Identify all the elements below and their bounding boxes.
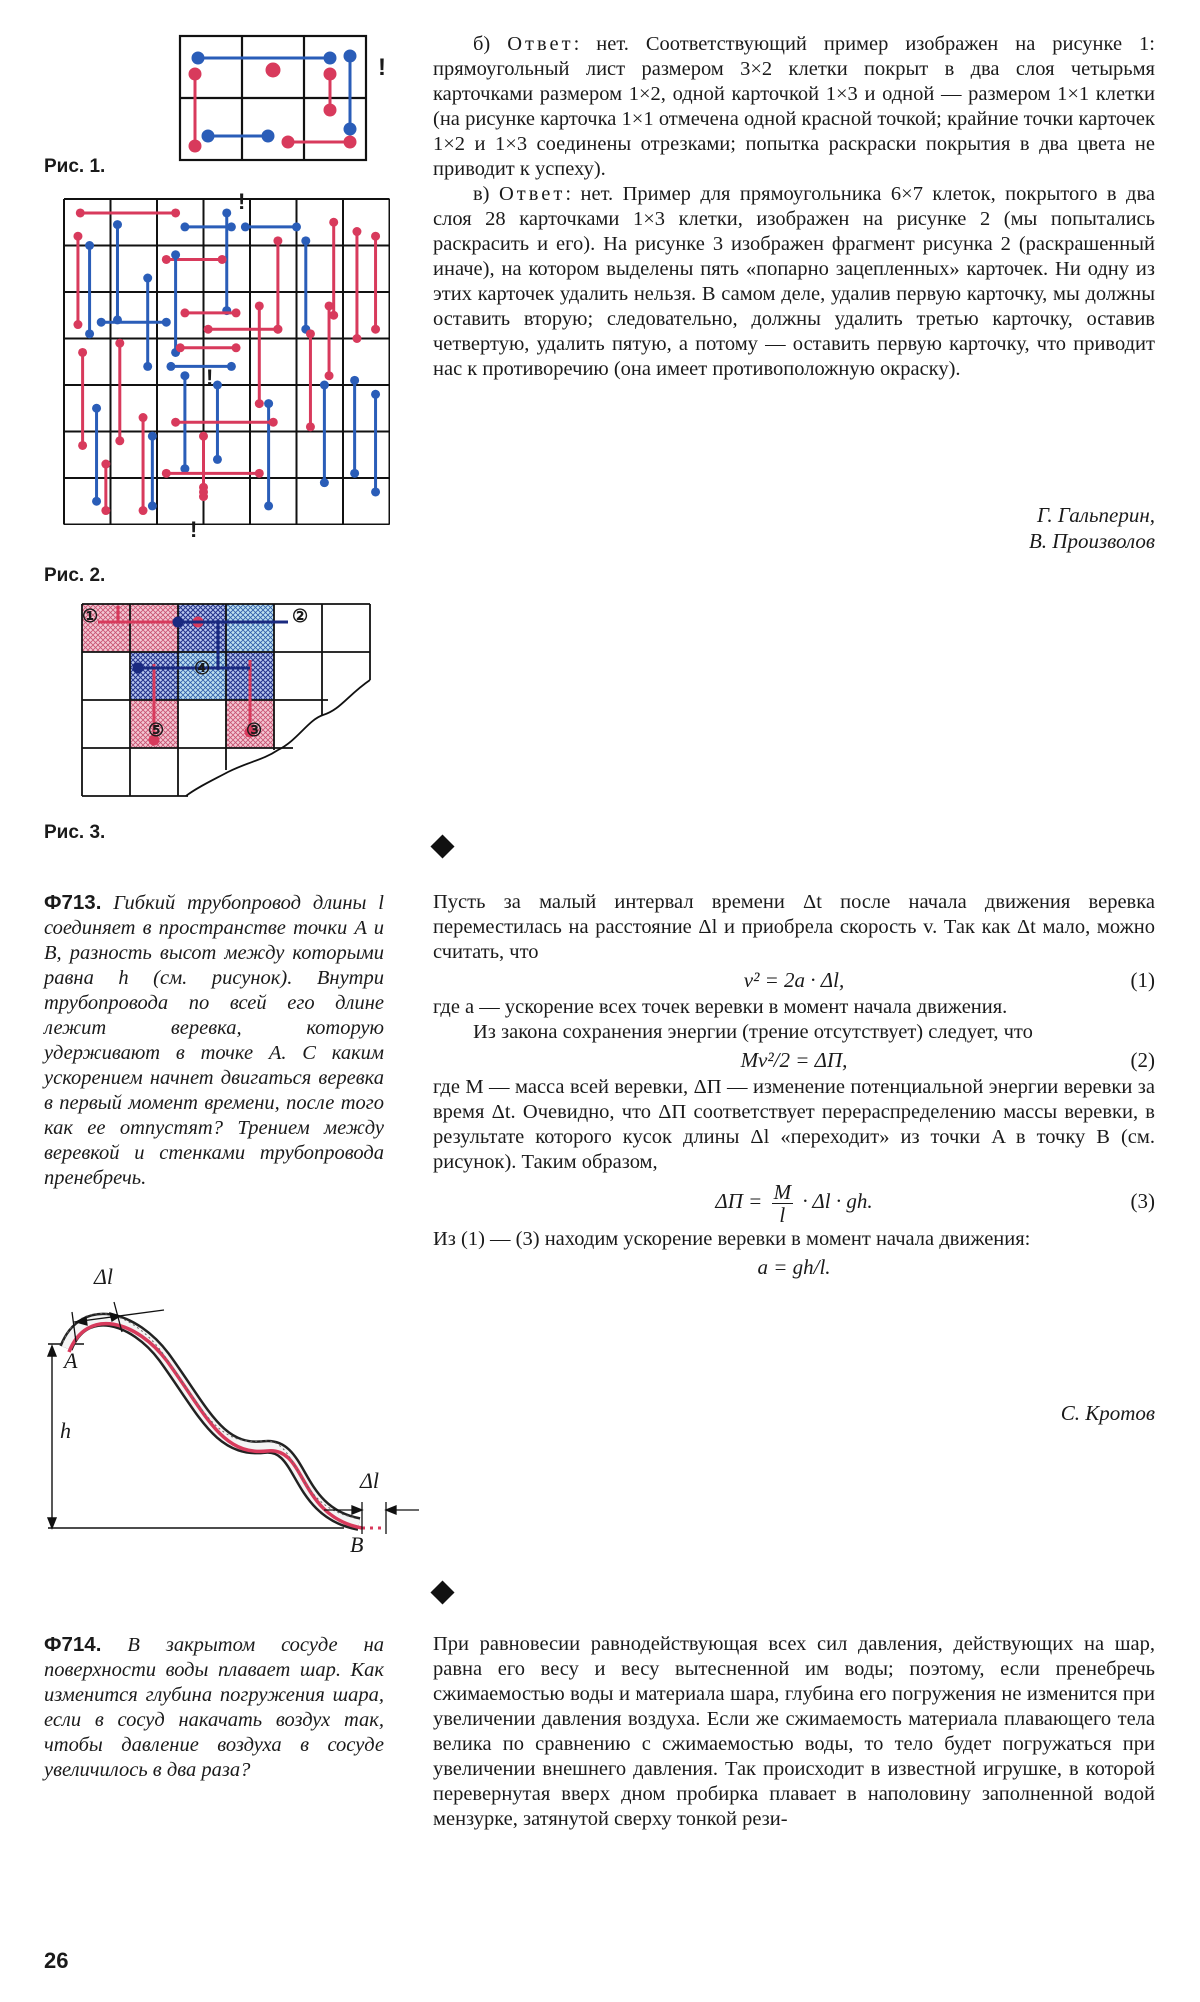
card-endpoint xyxy=(273,236,282,245)
card-endpoint xyxy=(139,413,148,422)
author-1: Г. Гальперин, xyxy=(1037,503,1155,527)
card-endpoint xyxy=(166,362,175,371)
card-endpoint xyxy=(222,208,231,217)
card-endpoint xyxy=(325,371,334,380)
signature-713: С. Кротов xyxy=(1060,1401,1155,1425)
figure-2-mark-middle: ! xyxy=(206,365,214,390)
answer-c-text: : нет. Пример для прямоугольника 6×7 клеток, покрытого в два слоя 28 карточками 1×3 клетки, изображен на рисунке 2 (мы попытались раскрасить и его). На рисунке 3 изображен фрагмент рисунка 2 (раскрашенный иначе), на котором выделены пять «попарно зацепленных» карточек. Ни одну из этих карточек удалить нельзя. В самом деле, удалив первую карточку, мы должны оставить вторую; следовательно, должны удалить третью карточку, оставив четвертую, удалить пятую, а потому — оставить первую карточку, что приводит нас к противоречию (она имеет противоположную окраску). xyxy=(433,183,1155,380)
card-endpoint xyxy=(148,432,157,441)
figure-713-point-b: B xyxy=(350,1532,364,1557)
solution-713-p4: где M — масса всей веревки, ΔΠ — изменение потенциальной энергии веревки за время Δt. Очевидно, что ΔΠ соответствует перераспределению массы веревки, в результате которого кусок длины Δl «переходит» из точки A в точку B (см. рисунок). Таким образом, xyxy=(433,1076,1155,1173)
figure-713-point-a: A xyxy=(64,1348,78,1373)
answer-b-text: : нет. Соответствующий пример изображен на рисунке 1: прямоугольный лист размером 3×2 клетки покрыт в два слоя четырьмя карточками размером 1×2, одной карточкой 1×3 и одной — размером 1×1 клетки (на рисунке карточка 1×1 отмечена одной красной точкой; крайние точки карточек 1×2 и 1×3 соединены отрезками; попытка раскраски покрытия в два цвета не приводит к успеху). xyxy=(433,33,1155,180)
card-endpoint xyxy=(232,343,241,352)
card-endpoint xyxy=(92,497,101,506)
problem-714 xyxy=(44,1632,384,1783)
figure-3-label-1: ① xyxy=(82,606,99,626)
figure-1 xyxy=(178,34,398,169)
card-endpoint xyxy=(306,422,315,431)
card-endpoint xyxy=(85,241,94,250)
card-endpoint xyxy=(329,218,338,227)
figure-2-grid xyxy=(60,195,390,525)
figure-2-mark-top: ! xyxy=(238,189,246,214)
equation-3: ΔΠ = $\frac{M}{l}$ · Δl · gh. (3) xyxy=(433,1175,1155,1227)
card-endpoint xyxy=(371,487,380,496)
problem-713-label: Ф713. xyxy=(44,891,102,914)
equation-2-number: (2) xyxy=(1130,1048,1155,1072)
card-endpoint xyxy=(241,222,250,231)
card-endpoint xyxy=(371,325,380,334)
answers-block xyxy=(433,32,1155,382)
card-endpoint xyxy=(139,506,148,515)
figure-713-height: h xyxy=(60,1418,71,1443)
card-endpoint xyxy=(213,455,222,464)
card-endpoint xyxy=(325,301,334,310)
card-endpoint xyxy=(199,432,208,441)
equation-1-number: (1) xyxy=(1130,968,1155,992)
card-endpoint xyxy=(204,325,213,334)
figure-3-caption: Рис. 3. xyxy=(44,822,106,843)
figure-1-caption: Рис. 1. xyxy=(44,156,106,177)
card-endpoint xyxy=(101,460,110,469)
card-endpoint xyxy=(73,232,82,241)
figure-713-delta-bottom: Δl xyxy=(360,1468,380,1493)
card-endpoint xyxy=(176,343,185,352)
card-endpoint xyxy=(92,404,101,413)
page-number: 26 xyxy=(44,1948,69,1973)
card-endpoint xyxy=(371,390,380,399)
solution-713-p5: Из (1) — (3) находим ускорение веревки в момент начала движения: xyxy=(433,1228,1031,1250)
answer-c-label: Ответ xyxy=(498,183,566,205)
card-endpoint xyxy=(171,418,180,427)
solution-714 xyxy=(433,1632,1155,1832)
card-endpoint xyxy=(171,250,180,259)
problem-713 xyxy=(44,890,384,1191)
card-endpoint xyxy=(264,399,273,408)
figure-1-mark: ! xyxy=(378,54,386,81)
card-endpoint xyxy=(255,399,264,408)
solution-714-text: При равновесии равнодействующая всех сил давления, действующих на шар, равна его весу и весу вытесненной им воды; поэтому, если пренебречь сжимаемостью воды и материала шара, глубина его погружения не изменится при увеличении давления воздуха. Если же сжимаемость материала плавающего тела велика по сравнению с сжимаемостью воды, то тело будет погружаться при увеличении внешнего давления. Так происходит в известной игрушке, в которой перевернутая вверх дном пробирка плавает в наполовину заполненной водой мензурке, затянутой сверху тонкой рези- xyxy=(433,1633,1155,1830)
card-endpoint xyxy=(76,208,85,217)
figure-2-mark-bottom: ! xyxy=(190,517,198,542)
answer-b: б) Ответ: нет. Соответствующий пример изображен на рисунке 1: прямоугольный лист размером 3×2 клетки покрыт в два слоя четырьмя карточками размером 1×2, одной карточкой 1×3 и одной — размером 1×1 клетки (на рисунке карточка 1×1 отмечена одной красной точкой; крайние точки карточек 1×2 и 1×3 соединены отрезками; попытка раскраски покрытия в два цвета не приводит к успеху). xyxy=(433,33,1155,180)
card-endpoint xyxy=(371,232,380,241)
equation-3-number: (3) xyxy=(1130,1189,1155,1213)
figure-713 xyxy=(44,1262,424,1562)
card-endpoint xyxy=(352,334,361,343)
card-endpoint xyxy=(162,318,171,327)
card-endpoint xyxy=(78,348,87,357)
card-endpoint xyxy=(306,329,315,338)
figure-3-grid xyxy=(78,600,378,800)
card-endpoint xyxy=(148,501,157,510)
card-endpoint xyxy=(320,381,329,390)
card-endpoint xyxy=(115,436,124,445)
figure-2-caption: Рис. 2. xyxy=(44,565,106,586)
card-endpoint xyxy=(162,255,171,264)
card-endpoint xyxy=(85,329,94,338)
figure-3-label-3: ③ xyxy=(246,720,263,740)
card-endpoint xyxy=(350,376,359,385)
figure-1-grid xyxy=(178,34,398,169)
card-endpoint xyxy=(218,255,227,264)
figure-2 xyxy=(60,189,390,542)
card-endpoint xyxy=(115,339,124,348)
card-endpoint xyxy=(78,441,87,450)
answer-b-label: Ответ xyxy=(507,33,574,55)
card-endpoint xyxy=(180,222,189,231)
figure-3-label-2: ② xyxy=(292,606,309,626)
problem-713-text: Гибкий трубопровод длины l соединяет в пространстве точки A и B, разность высот между которыми равна h (см. рисунок). Внутри трубопровода по всей его длине лежит веревка, которую удерживают в точке A. С каким ускорением начнет двигаться веревка в первый момент времени, после того как ее отпустят? Трением между веревкой и стенками трубопровода пренебречь. xyxy=(44,892,385,1189)
card-endpoint xyxy=(301,236,310,245)
card-endpoint xyxy=(292,222,301,231)
card-endpoint xyxy=(180,371,189,380)
solution-713-p1: Пусть за малый интервал времени Δt после начала движения веревка переместилась на расстояние Δl и приобрела скорость v. Так как Δt мало, можно считать, что xyxy=(433,891,1155,963)
figure-3-label-5: ⑤ xyxy=(148,720,165,740)
problem-714-text: В закрытом сосуде на поверхности воды плавает шар. Как изменится глубина погружения шара, если в сосуд накачать воздух так, чтобы давление воздуха в сосуде увеличилось в два раза? xyxy=(44,1634,385,1781)
card-endpoint xyxy=(329,311,338,320)
section-diamond-2 xyxy=(430,1580,454,1604)
problem-714-label: Ф714. xyxy=(44,1633,102,1656)
card-endpoint xyxy=(264,501,273,510)
card-endpoint xyxy=(227,362,236,371)
author-2: В. Произволов xyxy=(1028,529,1155,553)
equation-2: Mv²/2 = ΔΠ, (2) xyxy=(433,1045,1155,1075)
signature-1 xyxy=(800,502,1155,554)
card-endpoint xyxy=(101,506,110,515)
card-endpoint xyxy=(320,478,329,487)
figure-713-delta-top: Δl xyxy=(94,1264,114,1289)
card-endpoint xyxy=(73,320,82,329)
card-endpoint xyxy=(143,274,152,283)
card-endpoint xyxy=(213,381,222,390)
card-endpoint xyxy=(180,308,189,317)
card-endpoint xyxy=(350,469,359,478)
card-endpoint xyxy=(273,325,282,334)
card-endpoint xyxy=(199,487,208,496)
section-diamond-1 xyxy=(430,834,454,858)
card-endpoint xyxy=(162,469,171,478)
card-endpoint xyxy=(171,208,180,217)
solution-713-p2: где a — ускорение всех точек веревки в момент начала движения. xyxy=(433,996,1008,1018)
equation-3-numerator: M xyxy=(773,1179,792,1204)
solution-713-p3: Из закона сохранения энергии (трение отсутствует) следует, что xyxy=(473,1021,1033,1043)
card-endpoint xyxy=(113,220,122,229)
equation-3-denominator: l xyxy=(779,1202,786,1227)
card-endpoint xyxy=(352,227,361,236)
card-endpoint xyxy=(143,362,152,371)
card-endpoint xyxy=(255,301,264,310)
figure-3-label-4: ④ xyxy=(194,658,211,678)
card-endpoint xyxy=(269,418,278,427)
card-endpoint xyxy=(232,308,241,317)
figure-3 xyxy=(78,600,378,800)
equation-1: v² = 2a · Δl, (1) xyxy=(433,965,1155,995)
equation-4: a = gh/l. xyxy=(757,1255,831,1279)
solution-713 xyxy=(433,890,1155,1282)
card-endpoint xyxy=(97,318,106,327)
figure-713-pipe xyxy=(44,1262,424,1562)
card-endpoint xyxy=(255,469,264,478)
answer-c: в) Ответ: нет. Пример для прямоугольника 6×7 клеток, покрытого в два слоя 28 карточками 1×3 клетки, изображен на рисунке 2 (мы попытались раскрасить и его). На рисунке 3 изображен фрагмент рисунка 2 (раскрашенный иначе), на котором выделены пять «попарно зацепленных» карточек. Ни одну из этих карточек удалить нельзя. В самом деле, удалив первую карточку, мы должны оставить вторую; следовательно, должны удалить третью карточку, оставив четвертую, удалить пятую, а потому — оставить первую карточку, что приводит нас к противоречию (она имеет противоположную окраску). xyxy=(433,183,1155,380)
